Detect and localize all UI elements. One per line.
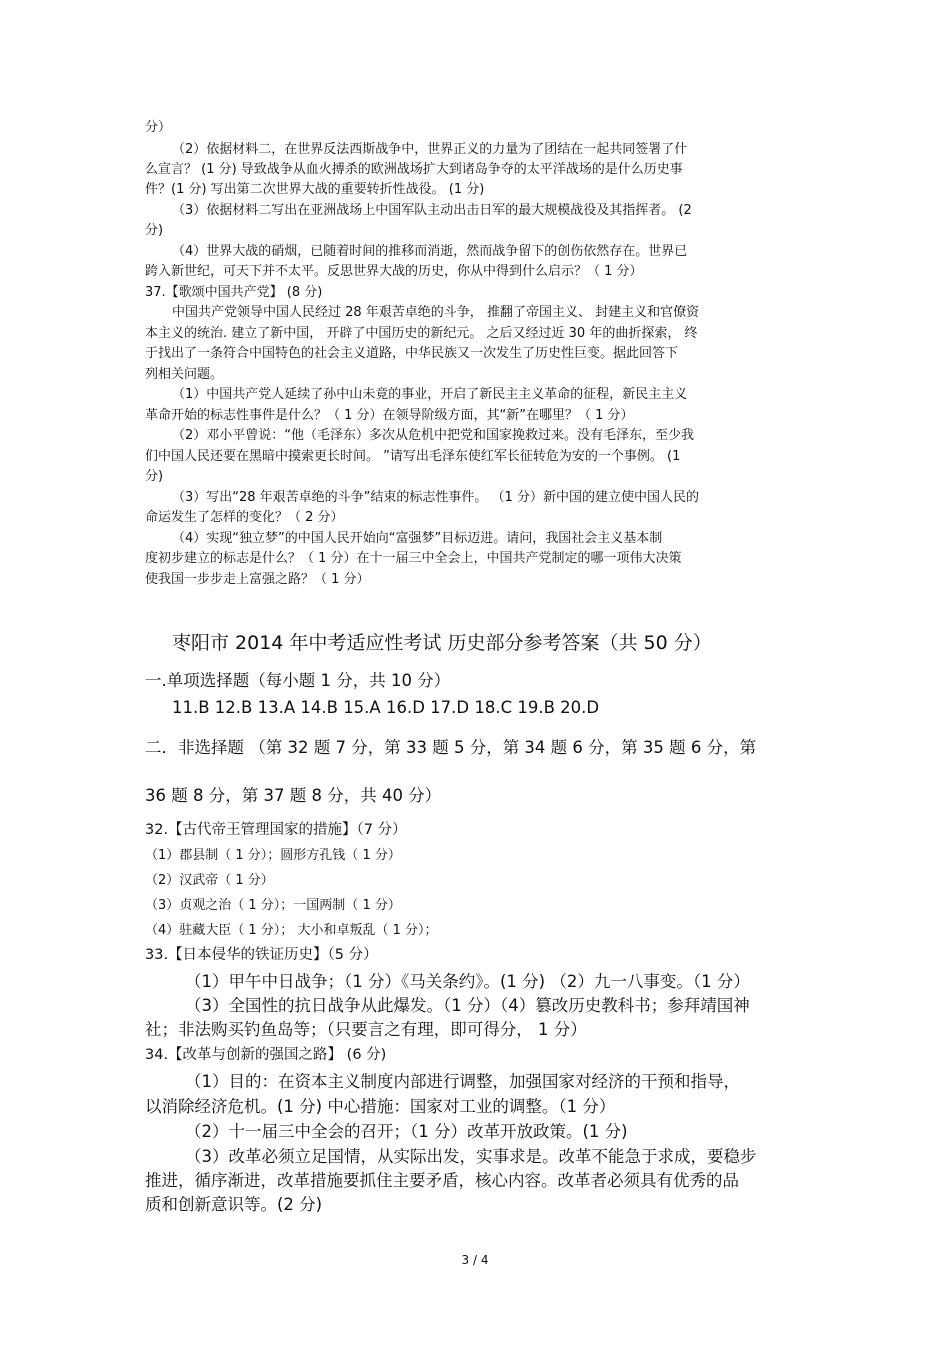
answer-line: 推进，循序渐进，改革措施要抓住主要矛盾，核心内容。改革者必须具有优秀的品	[145, 1171, 739, 1190]
text-line: 分)	[145, 469, 164, 484]
answer-item: （1）郡县制（ 1 分）；圆形方孔钱（ 1 分）	[145, 848, 401, 863]
answer-line: 社；非法购买钓鱼岛等；（只要言之有理，即可得分， 1 分）	[145, 1020, 587, 1039]
text-line: 命运发生了怎样的变化？（ 2 分）	[145, 510, 344, 525]
question-34-heading: 34.【改革与创新的强国之路】 (6 分)	[145, 1047, 387, 1063]
text-line: 度初步建立的标志是什么？（ 1 分）在十一届三中全会上，中国共产党制定的哪一项伟大决策	[145, 551, 682, 566]
answer-line: （1）目的：在资本主义制度内部进行调整，加强国家对经济的干预和指导，	[185, 1072, 740, 1091]
answer-item: （4）驻藏大臣（ 1 分）； 大小和卓叛乱（ 1 分）；	[145, 923, 438, 938]
answer-line: （3）全国性的抗日战争从此爆发。（1 分）（4）篡改历史教科书；参拜靖国神	[185, 996, 750, 1015]
answer-line: （3）改革必须立足国情，从实际出发，实事求是。改革不能急于求成，要稳步	[185, 1147, 757, 1166]
answer-item: （3）贞观之治（ 1 分）；一国两制（ 1 分）	[145, 898, 401, 913]
text-line: 革命开始的标志性事件是什么？（ 1 分）在领导阶级方面，其“新”在哪里？（ 1 分）	[145, 408, 634, 423]
answer-line: 以消除经济危机。(1 分) 中心措施：国家对工业的调整。（1 分）	[145, 1097, 616, 1116]
answer-line: 质和创新意识等。(2 分)	[145, 1195, 323, 1214]
text-line: （1）中国共产党人延续了孙中山未竟的事业，开启了新民主主义革命的征程，新民主主义	[172, 387, 688, 402]
answer-key-title: 枣阳市 2014 年中考适应性考试 历史部分参考答案（共 50 分）	[172, 632, 712, 654]
text-line: 们中国人民还要在黑暗中摸索更长时间。 ”请写出毛泽东使红军长征转危为安的一个事例。 (1	[145, 449, 681, 464]
answer-item: （2）汉武帝（ 1 分）	[145, 873, 274, 888]
section-1-heading: 一.单项选择题（每小题 1 分，共 10 分）	[145, 671, 451, 690]
text-line: 分)	[145, 223, 164, 238]
answer-line: （1）甲午中日战争；（1 分）《马关条约》。(1 分) （2）九一八事变。（1 分）	[185, 972, 750, 991]
text-line: （4）实现“独立梦”的中国人民开始向“富强梦”目标迈进。请问，我国社会主义基本制	[172, 531, 663, 546]
text-line: （3）依据材料二写出在亚洲战场上中国军队主动出击日军的最大规模战役及其指挥者。 (2	[172, 203, 692, 218]
text-line: 于找出了一条符合中国特色的社会主义道路，中华民族又一次发生了历史性巨变。据此回答下	[145, 346, 679, 361]
text-line: 使我国一步步走上富强之路？（ 1 分）	[145, 572, 370, 587]
text-line: 分）	[145, 120, 172, 135]
question-33-heading: 33.【日本侵华的铁证历史】（5 分）	[145, 947, 378, 963]
text-line: （2）邓小平曾说：“他（毛泽东）多次从危机中把党和国家挽救过来。没有毛泽东，至少我	[172, 428, 695, 443]
text-line: 列相关问题。	[145, 367, 224, 382]
question-37-heading: 37.【歌颂中国共产党】 (8 分)	[145, 285, 323, 300]
text-line: （4）世界大战的硝烟，已随着时间的推移而消逝，然而战争留下的创伤依然存在。世界已	[172, 244, 688, 259]
text-line: 件？(1 分) 写出第二次世界大战的重要转折性战役。 (1 分)	[145, 182, 485, 197]
question-32-heading: 32.【古代帝王管理国家的措施】（7 分）	[145, 822, 407, 838]
text-line: 跨入新世纪，可天下并不太平。反思世界大战的历史，你从中得到什么启示？（ 1 分）	[145, 264, 643, 279]
section-2-heading-cont: 36 题 8 分，第 37 题 8 分，共 40 分）	[145, 786, 442, 805]
text-line: 么宣言？ (1 分) 导致战争从血火搏杀的欧洲战场扩大到诸岛争夺的太平洋战场的是什么历史事	[145, 162, 683, 177]
page-number: 3 / 4	[461, 1253, 489, 1267]
text-line: 中国共产党领导中国人民经过 28 年艰苦卓绝的斗争， 推翻了帝国主义、 封建主义和官僚资	[172, 305, 700, 320]
section-1-answers: 11.B 12.B 13.A 14.B 15.A 16.D 17.D 18.C 19.B 20.D	[172, 698, 600, 717]
text-line: （3）写出“28 年艰苦卓绝的斗争”结束的标志性事件。 （1 分）新中国的建立使中国人民的	[172, 490, 699, 505]
section-2-heading: 二．非选择题 （第 32 题 7 分，第 33 题 5 分，第 34 题 6 分，第 35 题 6 分，第	[145, 738, 757, 757]
text-line: （2）依据材料二，在世界反法西斯战争中，世界正义的力量为了团结在一起共同签署了什	[172, 142, 688, 157]
text-line: 本主义的统治. 建立了新中国， 开辟了中国历史的新纪元。 之后又经过近 30 年的曲折探索， 终	[145, 326, 698, 341]
answer-line: （2）十一届三中全会的召开；（1 分）改革开放政策。(1 分)	[185, 1122, 628, 1141]
